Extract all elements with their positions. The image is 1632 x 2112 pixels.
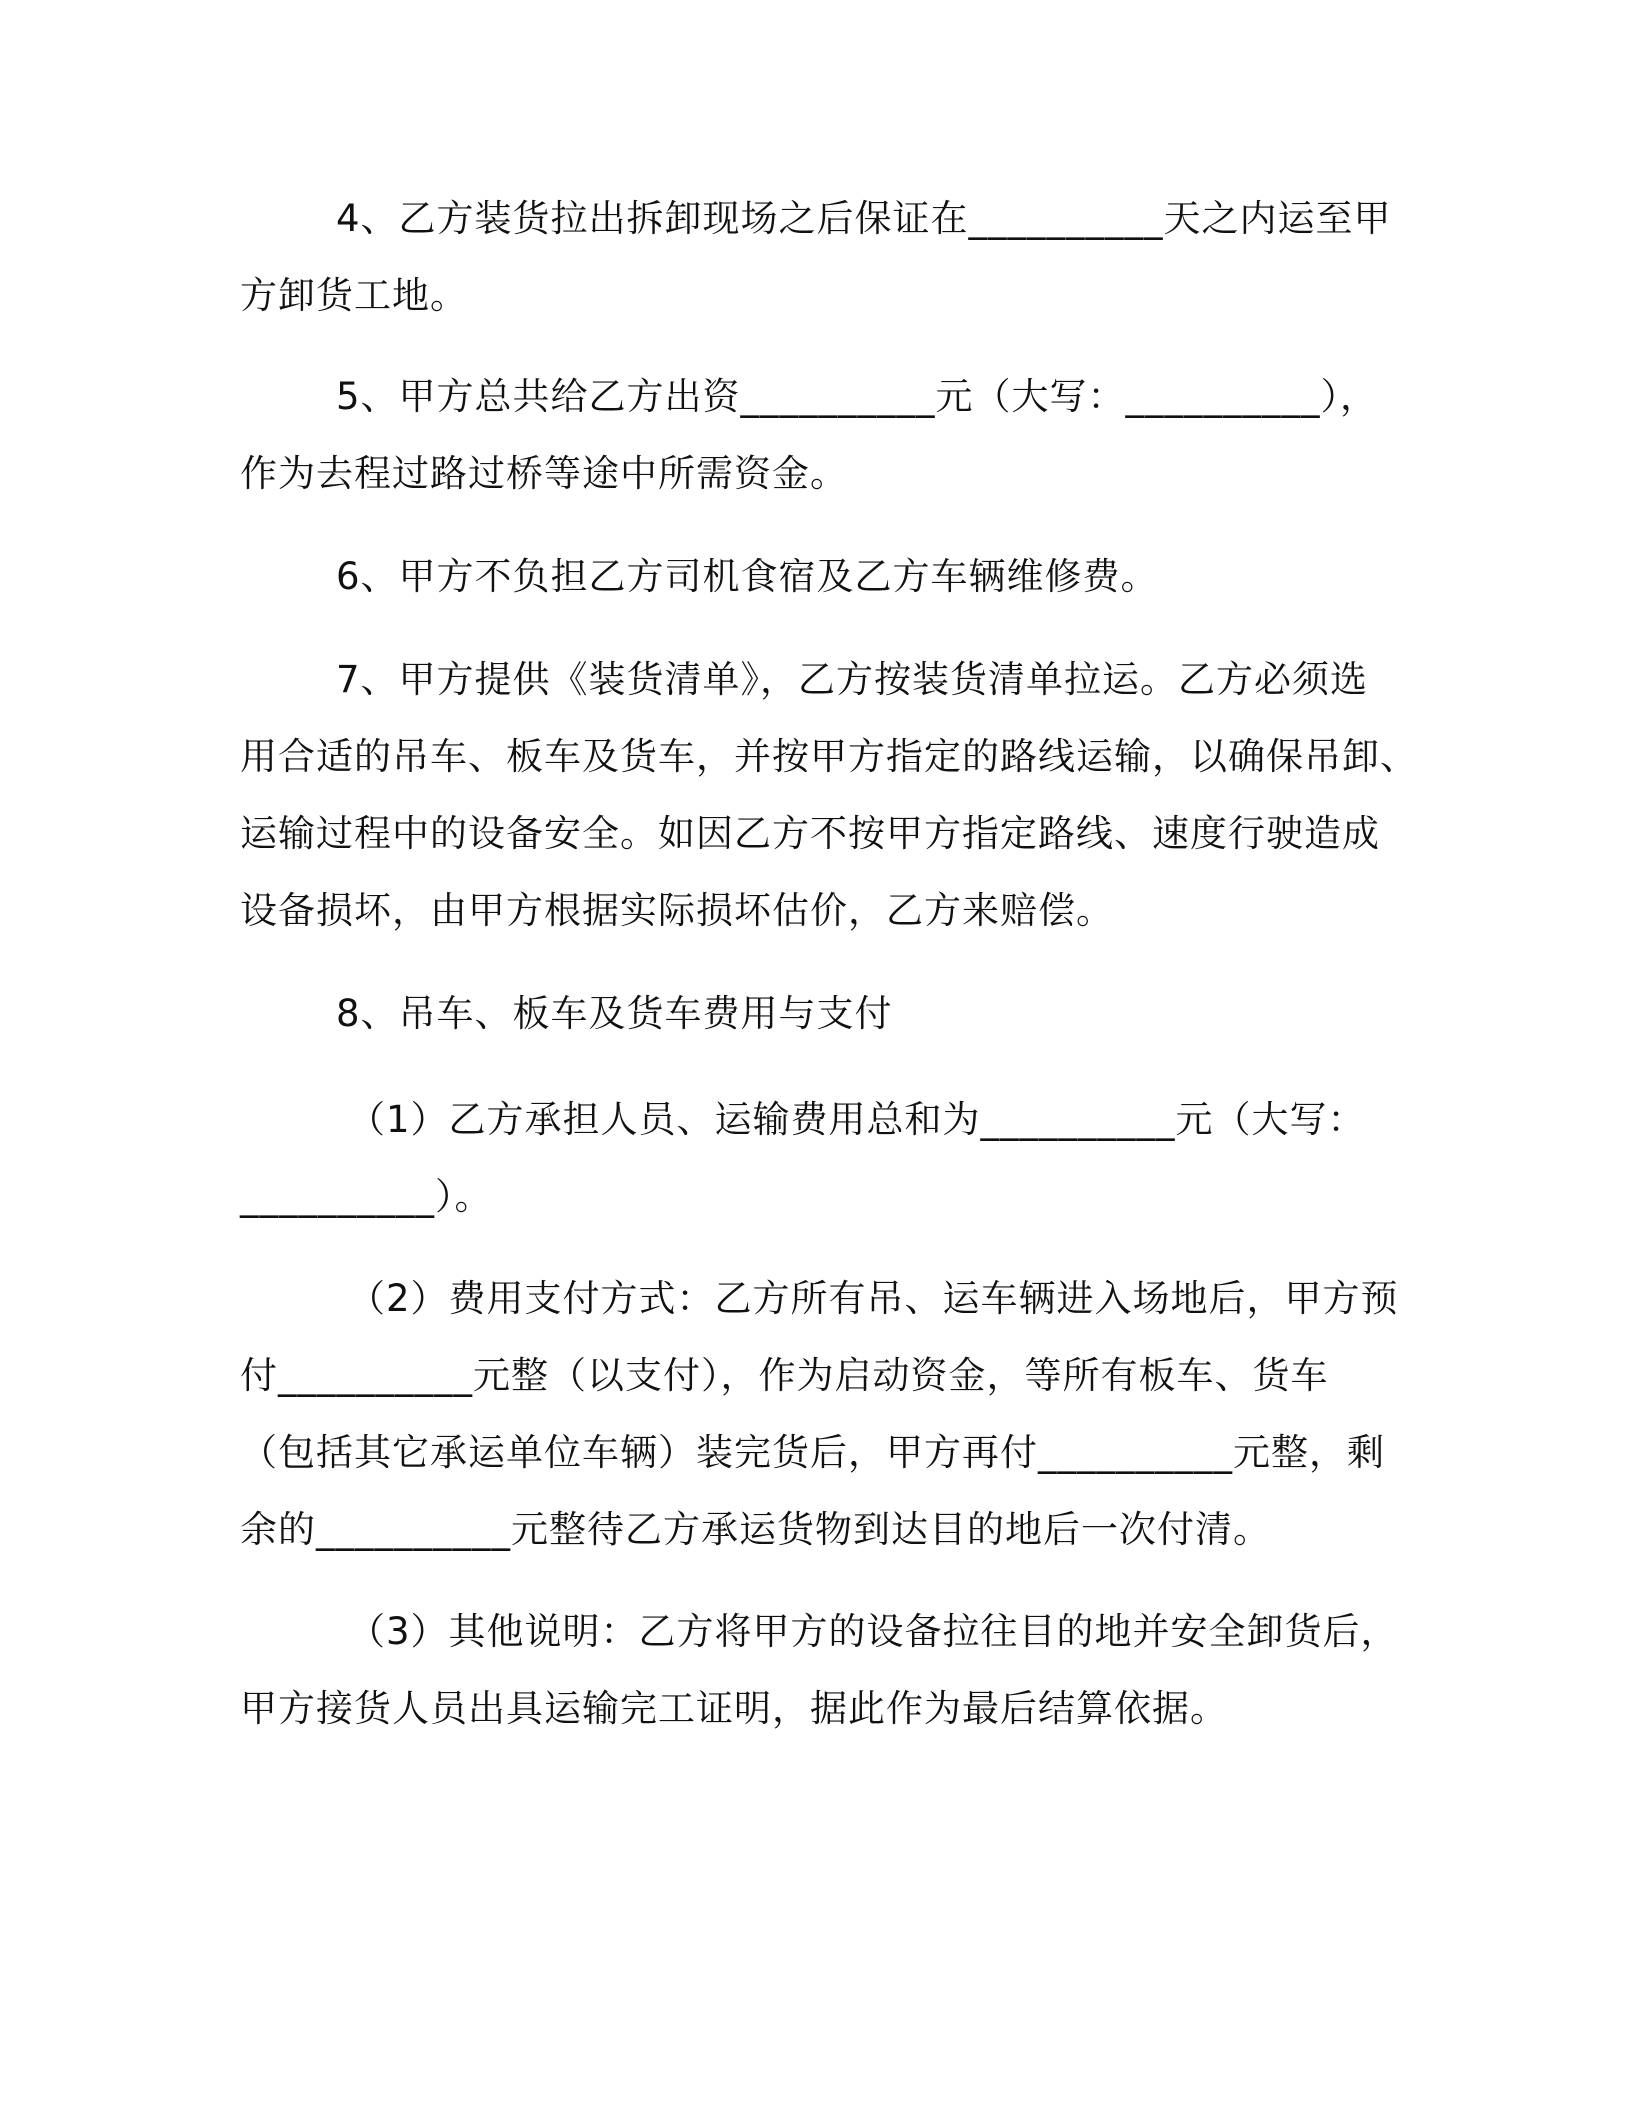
- clause-4-line-2: 方卸货工地。: [240, 274, 468, 317]
- clause-7-line-2: 用合适的吊车、板车及货车，并按甲方指定的路线运输，以确保吊卸、: [240, 735, 1418, 778]
- clause-6: [240, 538, 1380, 615]
- clause-5-line-2: 作为去程过路过桥等途中所需资金。: [240, 452, 848, 495]
- clause-5: [240, 358, 1380, 512]
- clause-8-2: [240, 1260, 1399, 1568]
- clause-8-2-line-3: （包括其它承运单位车辆）装完货后，甲方再付__________元整，剩: [240, 1431, 1385, 1474]
- clause-7-line-1: 7、甲方提供《装货清单》，乙方按装货清单拉运。乙方必须选: [336, 658, 1369, 701]
- clause-8-2-line-4: 余的__________元整待乙方承运货物到达目的地后一次付清。: [240, 1508, 1271, 1551]
- clause-8-3: [240, 1593, 1399, 1747]
- clause-8-3-line-1: （3）其他说明：乙方将甲方的设备拉往目的地并安全卸货后，: [348, 1610, 1399, 1653]
- clause-5-line-1: 5、甲方总共给乙方出资__________元（大写：__________），: [336, 375, 1379, 418]
- clause-8-heading: [240, 975, 1380, 1052]
- clause-8-1: [240, 1081, 1380, 1235]
- clause-8-1-line-1: （1）乙方承担人员、运输费用总和为__________元（大写：: [348, 1098, 1366, 1141]
- clause-7-line-3: 运输过程中的设备安全。如因乙方不按甲方指定路线、速度行驶造成: [240, 812, 1380, 855]
- clause-4-line-1: 4、乙方装货拉出拆卸现场之后保证在__________天之内运至甲: [336, 197, 1392, 240]
- clause-8-1-line-2: __________）。: [240, 1175, 493, 1218]
- clause-8-3-line-2: 甲方接货人员出具运输完工证明，据此作为最后结算依据。: [240, 1687, 1228, 1730]
- clause-4: [240, 180, 1392, 334]
- clause-6-line-1: 6、甲方不负担乙方司机食宿及乙方车辆维修费。: [336, 555, 1159, 598]
- clause-7: [240, 641, 1418, 949]
- clause-8-2-line-1: （2）费用支付方式：乙方所有吊、运车辆进入场地后，甲方预: [348, 1277, 1399, 1320]
- clause-7-line-4: 设备损坏，由甲方根据实际损坏估价，乙方来赔偿。: [240, 889, 1114, 932]
- clause-8-2-line-2: 付__________元整（以支付），作为启动资金，等所有板车、货车: [240, 1354, 1329, 1397]
- clause-8-line-1: 8、吊车、板车及货车费用与支付: [336, 992, 893, 1035]
